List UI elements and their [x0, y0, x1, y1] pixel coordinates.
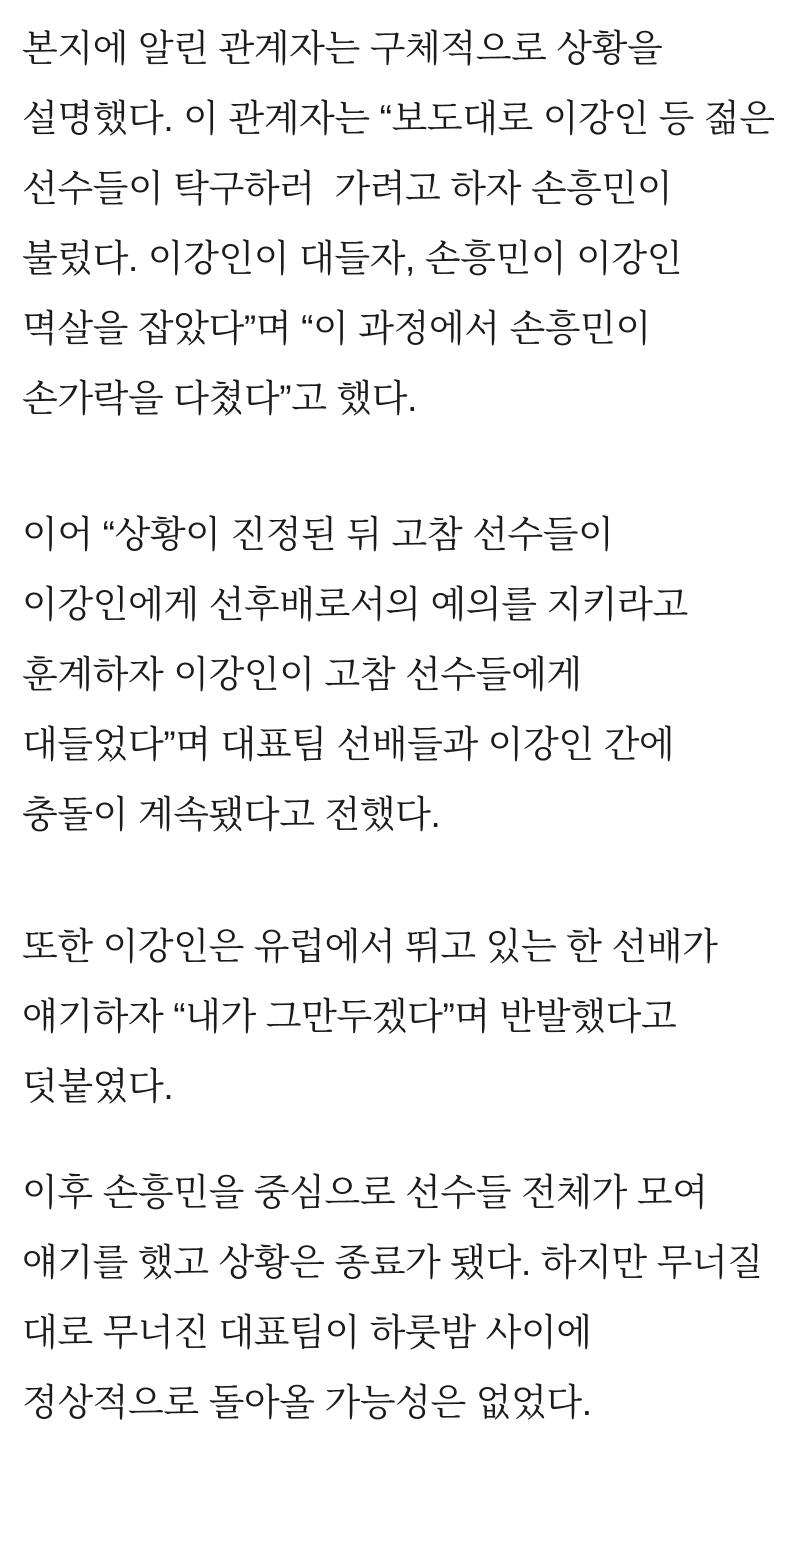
article-paragraph-4: 이후 손흥민을 중심으로 선수들 전체가 모여 얘기를 했고 상황은 종료가 됐다. 하지만 무너질 대로 무너진 대표팀이 하룻밤 사이에 정상적으로 돌아올 가능성은 없었다. — [22, 1172, 773, 1423]
article-paragraph-1: 본지에 알린 관계자는 구체적으로 상황을 설명했다. 이 관계자는 “보도대로 이강인 등 젊은 선수들이 탁구하러 가려고 하자 손흥민이 불렀다. 이강인이 대들자, 손흥민이 이강인 멱살을 잡았다”며 “이 과정에서 손흥민이 손가락을 다쳤다”고 했다. — [22, 28, 785, 419]
paragraph-spacer — [22, 850, 776, 912]
article-paragraph-2: 이어 “상황이 진정된 뒤 고참 선수들이 이강인에게 선후배로서의 예의를 지키라고 훈계하자 이강인이 고참 선수들에게 대들었다”며 대표팀 선배들과 이강인 간에 충돌이 계속됐다고 전했다. — [22, 514, 698, 835]
paragraph-spacer — [22, 434, 776, 500]
article-paragraph-3: 또한 이강인은 유럽에서 뛰고 있는 한 선배가 얘기하자 “내가 그만두겠다”며 반발했다고 덧붙였다. — [22, 926, 728, 1107]
paragraph-spacer — [22, 1122, 776, 1158]
